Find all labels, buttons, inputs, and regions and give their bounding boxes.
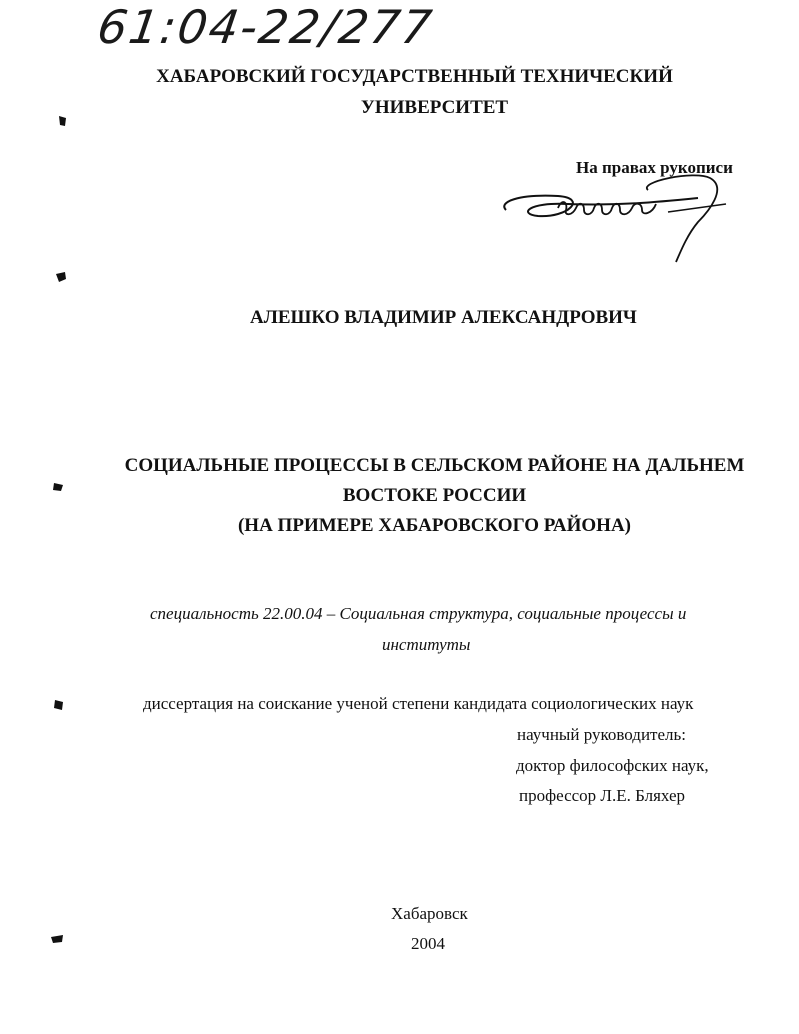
university-name-line1: ХАБАРОВСКИЙ ГОСУДАРСТВЕННЫЙ ТЕХНИЧЕСКИЙ [156, 66, 673, 87]
year: 2004 [411, 934, 445, 953]
supervisor-name: профессор Л.Е. Бляхер [519, 786, 686, 805]
punch-hole-mark-icon [50, 932, 64, 946]
author-name: АЛЕШКО ВЛАДИМИР АЛЕКСАНДРОВИЧ [250, 307, 637, 328]
punch-hole-mark-icon [54, 270, 68, 284]
university-name-line2: УНИВЕРСИТЕТ [360, 97, 509, 118]
punch-hole-mark-icon [51, 480, 65, 494]
punch-hole-mark-icon [56, 114, 70, 128]
supervisor-degree: доктор философских наук, [516, 756, 709, 775]
dissertation-degree-note: диссертация на соискание ученой степени кандидата социологических наук [143, 694, 694, 713]
punch-hole-mark-icon [51, 698, 65, 712]
specialty-line2: институты [382, 635, 471, 654]
supervisor-label: научный руководитель: [517, 725, 686, 744]
archive-stamp: 61:04-22/277 [94, 0, 437, 54]
dissertation-title-line1: СОЦИАЛЬНЫЕ ПРОЦЕССЫ В СЕЛЬСКОМ РАЙОНЕ НА ДАЛЬНЕМ [124, 455, 745, 476]
city: Хабаровск [391, 904, 468, 923]
signature [498, 172, 758, 267]
dissertation-title-line3: (НА ПРИМЕРЕ ХАБАРОВСКОГО РАЙОНА) [237, 515, 632, 536]
dissertation-title-line2: ВОСТОКЕ РОССИИ [342, 485, 527, 506]
rights-note: На правах рукописи [576, 158, 733, 177]
specialty-line1: специальность 22.00.04 – Социальная структура, социальные процессы и [150, 604, 687, 623]
